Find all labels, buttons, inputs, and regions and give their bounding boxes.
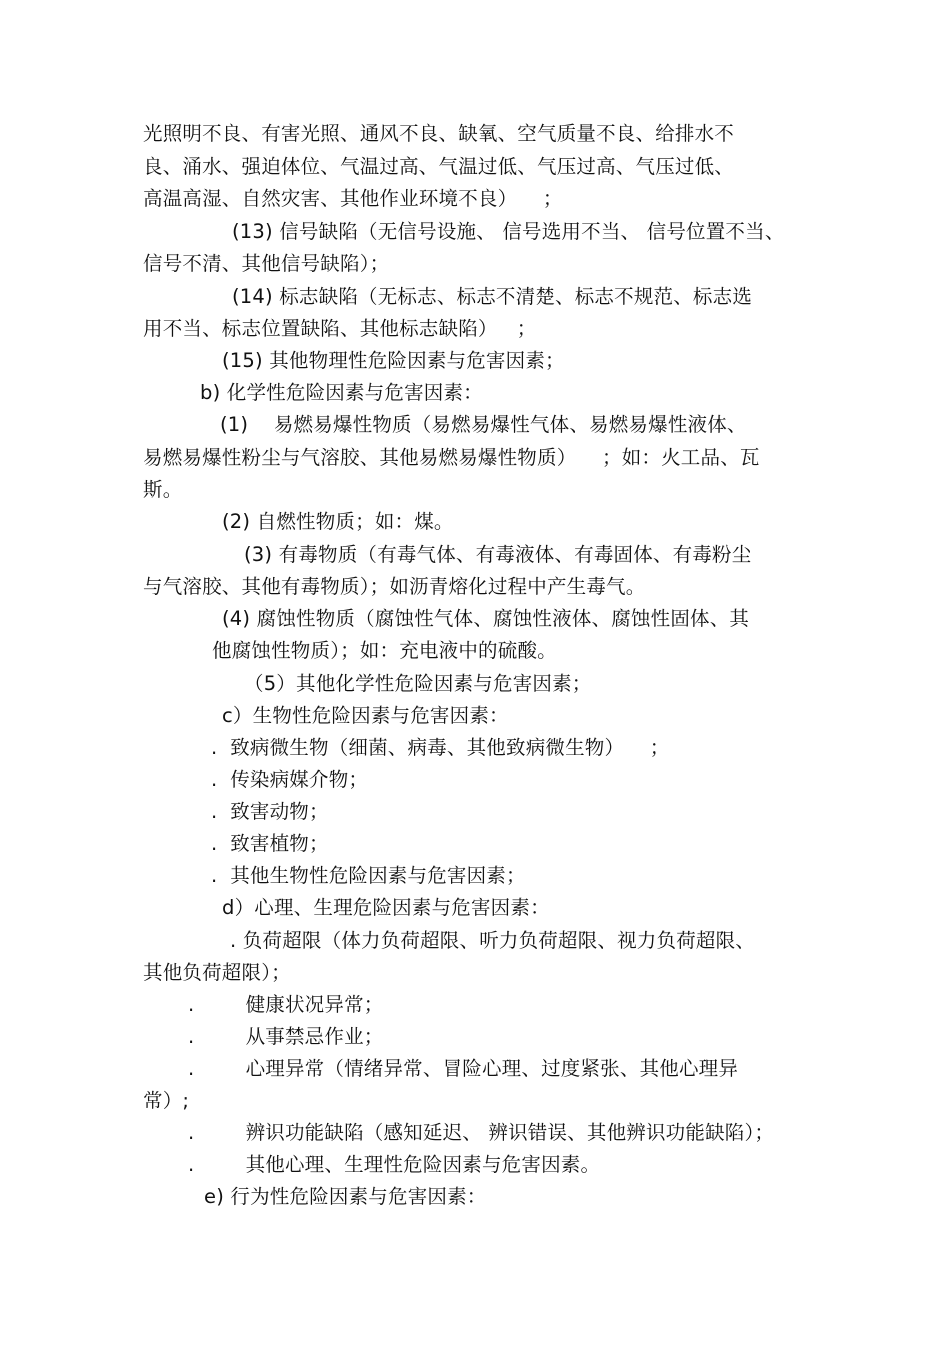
- list-item: . 负荷超限（体力负荷超限、听力负荷超限、视力负荷超限、: [230, 929, 755, 952]
- text-line: (15) 其他物理性危险因素与危害因素；: [222, 349, 565, 372]
- section-heading: e) 行为性危险因素与危害因素：: [204, 1185, 487, 1208]
- text-line: 光照明不良、有害光照、通风不良、缺氧、空气质量不良、给排水不: [143, 122, 735, 145]
- text-line: (1) 易燃易爆性物质（易燃易爆性气体、易燃易爆性液体、: [220, 413, 747, 436]
- text-line: 易燃易爆性粉尘与气溶胶、其他易燃易爆性物质） ；如：火工品、瓦: [143, 446, 760, 469]
- list-item: . 致病微生物（细菌、病毒、其他致病微生物） ；: [211, 736, 670, 759]
- text-line: 常）;: [143, 1089, 190, 1112]
- text-line: 信号不清、其他信号缺陷）；: [143, 252, 390, 275]
- text-line: (4) 腐蚀性物质（腐蚀性气体、腐蚀性液体、腐蚀性固体、其: [222, 607, 750, 630]
- text-line: (14) 标志缺陷（无标志、标志不清楚、标志不规范、标志选: [232, 285, 753, 308]
- list-item: . 致害动物；: [211, 800, 329, 823]
- list-item: . 其他生物性危险因素与危害因素；: [211, 864, 526, 887]
- list-item: . 心理异常（情绪异常、冒险心理、过度紧张、其他心理异: [188, 1057, 739, 1080]
- list-item: . 致害植物；: [211, 832, 329, 855]
- section-heading: b) 化学性危险因素与危害因素：: [200, 381, 483, 404]
- section-heading: c）生物性危险因素与危害因素：: [222, 704, 509, 727]
- text-line: 良、涌水、强迫体位、气温过高、气温过低、气压过高、气压过低、: [143, 155, 735, 178]
- text-line: 斯。: [143, 478, 183, 501]
- text-line: （5）其他化学性危险因素与危害因素；: [244, 672, 592, 695]
- text-line: (13) 信号缺陷（无信号设施、 信号选用不当、 信号位置不当、: [232, 220, 785, 243]
- text-line: 其他负荷超限）；: [143, 961, 291, 984]
- list-item: . 辨识功能缺陷（感知延迟、 辨识错误、其他辨识功能缺陷）；: [188, 1121, 775, 1144]
- list-item: . 其他心理、生理性危险因素与危害因素。: [188, 1153, 601, 1176]
- list-item: . 健康状况异常；: [188, 993, 384, 1016]
- text-line: (2) 自燃性物质；如：煤。: [222, 510, 454, 533]
- text-line: 他腐蚀性物质）；如：充电液中的硫酸。: [212, 639, 557, 662]
- list-item: . 传染病媒介物；: [211, 768, 369, 791]
- text-line: 用不当、标志位置缺陷、其他标志缺陷） ；: [143, 317, 537, 340]
- section-heading: d）心理、生理危险因素与危害因素：: [222, 896, 550, 919]
- text-line: 与气溶胶、其他有毒物质）；如沥青熔化过程中产生毒气。: [143, 575, 646, 598]
- list-item: . 从事禁忌作业；: [188, 1025, 384, 1048]
- text-line: 高温高湿、自然灾害、其他作业环境不良） ；: [143, 187, 563, 210]
- text-line: (3) 有毒物质（有毒气体、有毒液体、有毒固体、有毒粉尘: [244, 543, 752, 566]
